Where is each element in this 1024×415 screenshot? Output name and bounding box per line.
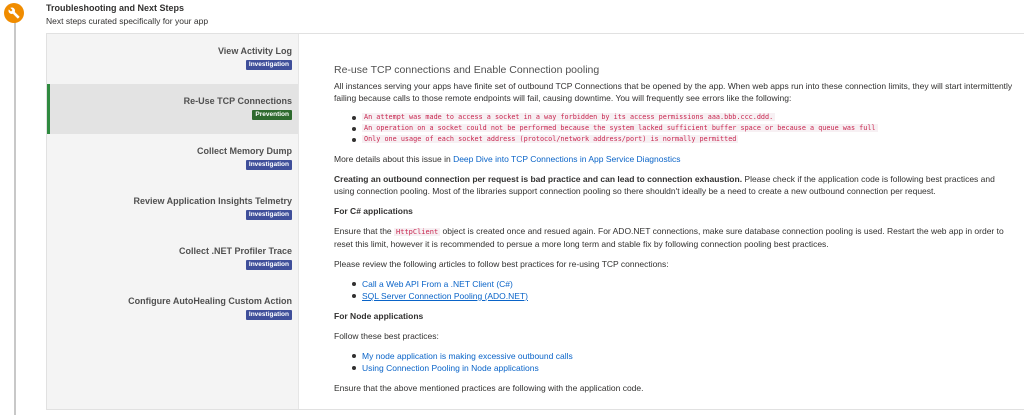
timeline-line <box>14 22 16 415</box>
sidebar-item-collect-memory-dump[interactable] <box>47 134 298 184</box>
list-item <box>362 278 1014 290</box>
investigation-badge: Investigation <box>246 210 292 220</box>
sidebar-item-configure-autohealing[interactable] <box>47 284 298 334</box>
more-details-paragraph: More details about this issue in Deep Dive into TCP Connections in App Service Diagnostics <box>334 154 681 164</box>
sidebar-item-label: View Activity Log <box>217 46 292 56</box>
investigation-badge: Investigation <box>246 260 292 270</box>
list-item <box>362 362 1014 374</box>
error-item: Only one usage of each socket address (protocol/network address/port) is normally permitted <box>362 134 1014 145</box>
csharp-heading: For C# applications <box>334 206 413 216</box>
httpclient-code: HttpClient <box>396 228 439 236</box>
node-paragraph: Follow these best practices: <box>334 331 439 341</box>
error-list <box>362 112 1014 145</box>
steps-sidebar <box>47 34 299 409</box>
error-item: An operation on a socket could not be performed because the system lacked sufficient buffer space or because a queue was full <box>362 123 1014 134</box>
review-paragraph: Please review the following articles to follow best practices for re-using TCP connections: <box>334 259 669 269</box>
node-link-list <box>362 350 1014 374</box>
sidebar-item-view-activity-log[interactable] <box>47 34 298 84</box>
sql-connection-pooling-link[interactable]: SQL Server Connection Pooling (ADO.NET) <box>362 291 528 301</box>
list-item <box>362 290 1014 302</box>
sidebar-item-review-app-insights[interactable] <box>47 184 298 234</box>
sidebar-item-label: Collect Memory Dump <box>196 146 292 156</box>
csharp-link-list <box>362 278 1014 302</box>
prevention-badge: Prevention <box>252 110 292 120</box>
investigation-badge: Investigation <box>246 160 292 170</box>
outbound-paragraph: Creating an outbound connection per request is bad practice and can lead to connection exhaustion. Please check if the application code is following best practices and using connection pooling. Most of the libraries support connection pooling so there shouldn't ideally be a need to create a new outbound connection per request. <box>334 174 995 196</box>
closing-paragraph: Ensure that the above mentioned practices are following with the application code. <box>334 383 644 393</box>
next-steps-card <box>46 33 1024 410</box>
excessive-outbound-calls-link[interactable]: My node application is making excessive outbound calls <box>362 351 573 361</box>
node-heading: For Node applications <box>334 311 424 321</box>
sidebar-item-label: Configure AutoHealing Custom Action <box>128 296 292 306</box>
deep-dive-link[interactable]: Deep Dive into TCP Connections in App Service Diagnostics <box>453 154 681 164</box>
csharp-paragraph: Ensure that the HttpClient object is created once and resued again. For ADO.NET connections, make sure database connection pooling is used. Restart the web app in order to reset this limit, however it is recommended to persue a more long term and stable fix by following connection pooling best practices. <box>334 226 1004 249</box>
sidebar-item-label: Collect .NET Profiler Trace <box>178 246 292 256</box>
section-title: Troubleshooting and Next Steps <box>46 3 185 13</box>
sidebar-item-collect-profiler-trace[interactable] <box>47 234 298 284</box>
sidebar-item-label: Review Application Insights Telmetry <box>133 196 292 206</box>
sidebar-item-label: Re-Use TCP Connections <box>183 96 292 106</box>
step-detail-content <box>334 64 1014 402</box>
sidebar-item-reuse-tcp-connections[interactable] <box>47 84 298 134</box>
wrench-icon <box>4 3 24 23</box>
error-item: An attempt was made to access a socket in a way forbidden by its access permissions aaa.bbb.ccc.ddd. <box>362 112 1014 123</box>
investigation-badge: Investigation <box>246 310 292 320</box>
list-item <box>362 350 1014 362</box>
investigation-badge: Investigation <box>246 60 292 70</box>
node-connection-pooling-link[interactable]: Using Connection Pooling in Node applications <box>362 363 539 373</box>
call-web-api-link[interactable]: Call a Web API From a .NET Client (C#) <box>362 279 513 289</box>
section-subtitle: Next steps curated specifically for your app <box>46 16 209 26</box>
content-title: Re-use TCP connections and Enable Connection pooling <box>334 64 600 76</box>
intro-paragraph: All instances serving your apps have finite set of outbound TCP Connections that be opened by the app. When web apps run into these connection limits, they will start intermittently failing because calls to those remote endpoints will fail, causing downtime. You will frequently see errors like the following: <box>334 81 1013 103</box>
